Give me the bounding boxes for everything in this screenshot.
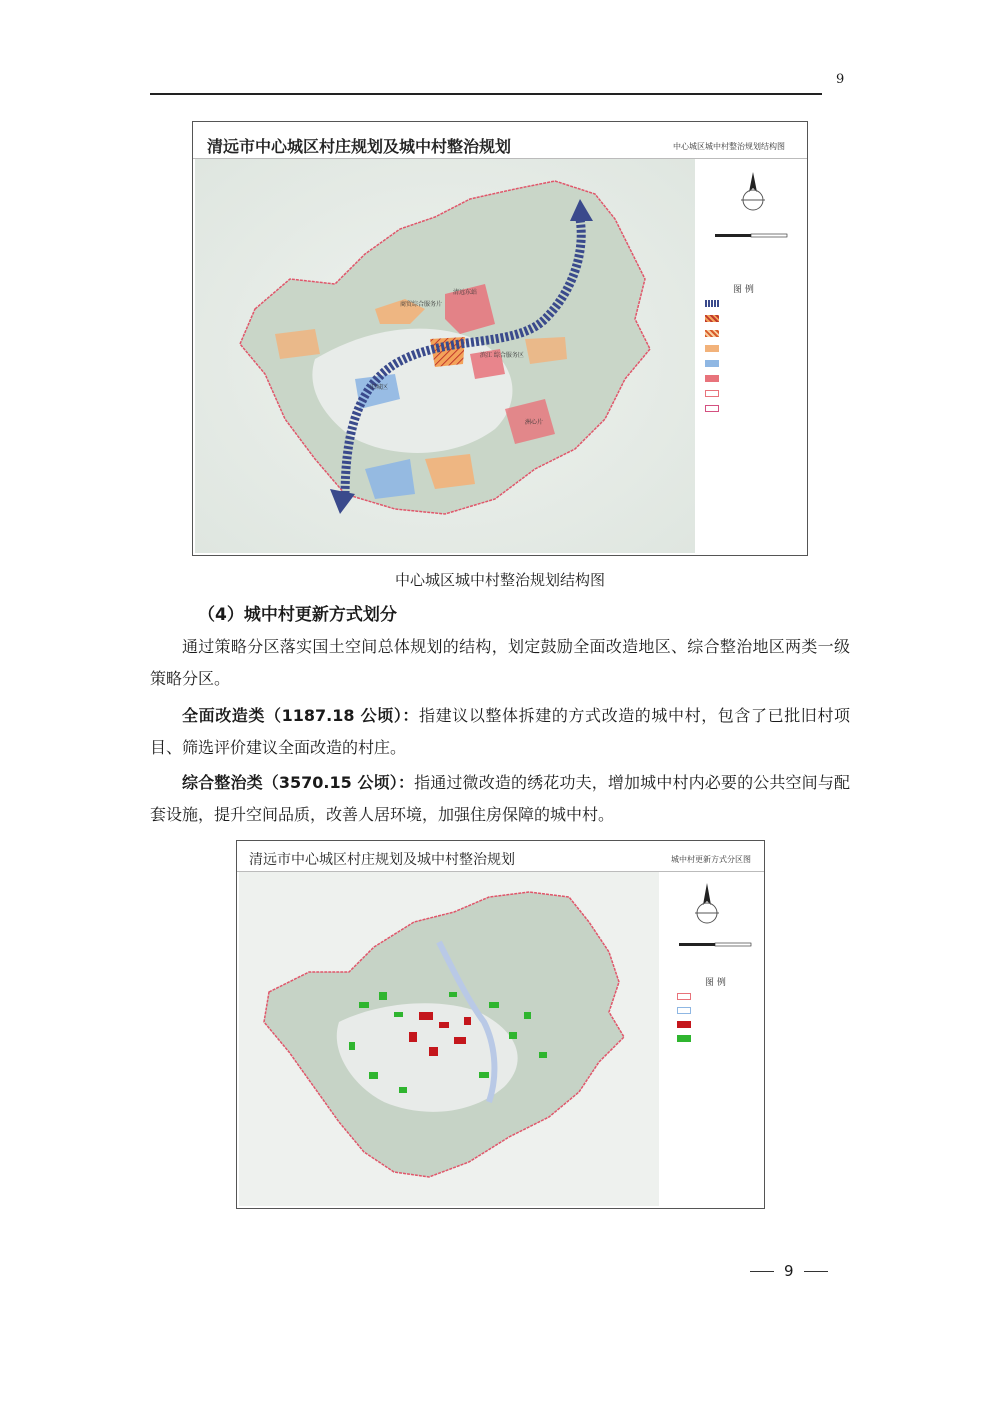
page-footer bbox=[740, 1262, 838, 1280]
map2-north-arrow-icon bbox=[687, 881, 727, 931]
paragraph-strategy: 通过策略分区落实国土空间总体规划的结构，划定鼓励全面改造地区、综合整治地区两类一级策略分区。 bbox=[150, 637, 850, 688]
footer-dash-left bbox=[750, 1271, 774, 1272]
legend-item-blue bbox=[705, 358, 723, 368]
map-title: 清远市中心城区村庄规划及城中村整治规划 bbox=[207, 137, 512, 156]
figure-caption: 中心城区城中村整治规划结构图 bbox=[394, 571, 605, 589]
map-label-5: 洲心片 bbox=[525, 419, 544, 426]
paragraph-full-renovation bbox=[150, 700, 850, 764]
map2-scale-bar bbox=[677, 939, 757, 951]
legend-item-boundary bbox=[705, 388, 723, 398]
section-heading: （4）城中村更新方式划分 bbox=[198, 605, 397, 625]
zone-orange-3 bbox=[275, 329, 320, 359]
header-rule bbox=[150, 93, 822, 95]
north-arrow-icon bbox=[733, 170, 773, 215]
footer-page-number: 9 bbox=[784, 1262, 794, 1280]
term-comprehensive: 综合整治类（3570.15 公顷）： bbox=[182, 773, 415, 792]
term-full-renovation: 全面改造类（1187.18 公顷）： bbox=[182, 706, 420, 725]
figure-structure-map bbox=[192, 121, 808, 556]
legend-item-red bbox=[705, 373, 723, 383]
map-label-3: 滨江 综合服务区 bbox=[480, 352, 524, 359]
legend-item-pink bbox=[705, 403, 723, 413]
paragraph-comprehensive bbox=[150, 767, 850, 831]
map-label-4: 旧城区 bbox=[370, 384, 389, 391]
scale-bar bbox=[713, 230, 793, 244]
figure-renovation-map bbox=[236, 840, 765, 1209]
map2-legend-boundary bbox=[677, 991, 695, 1001]
map2-legend-title: 图 例 bbox=[705, 978, 726, 988]
map2-legend-full-renovation bbox=[677, 1019, 695, 1029]
map-label-2: 清远东站 bbox=[453, 289, 478, 296]
map2-title: 清远市中心城区村庄规划及城中村整治规划 bbox=[249, 852, 515, 868]
structure-map-graphic bbox=[195, 159, 695, 553]
map2-legend-water bbox=[677, 1005, 695, 1015]
legend-item-hatch bbox=[705, 313, 723, 323]
header-page-number: 9 bbox=[836, 72, 845, 87]
map2-legend-comprehensive bbox=[677, 1033, 695, 1043]
map2-subtitle: 城中村更新方式分区图 bbox=[671, 855, 751, 864]
footer-dash-right bbox=[804, 1271, 828, 1272]
renovation-map-graphic bbox=[239, 872, 659, 1206]
legend-item-axis bbox=[705, 298, 723, 308]
definition-comprehensive: 指通过微改造的绣花功夫，增加城中村内必要的公共空间与配套设施，提升空间品质，改善人居环境，加强住房保障的城中村。 bbox=[150, 773, 850, 824]
legend-title: 图 例 bbox=[733, 285, 754, 295]
map-label-1: 商贸综合服务片 bbox=[400, 301, 443, 308]
definition-full-renovation: 指建议以整体拆建的方式改造的城中村，包含了已批旧村项目、筛选评价建议全面改造的村庄。 bbox=[150, 706, 850, 757]
legend-item-orange bbox=[705, 343, 723, 353]
map-subtitle: 中心城区城中村整治规划结构图 bbox=[673, 142, 785, 151]
legend-item-hatch-orange bbox=[705, 328, 723, 338]
